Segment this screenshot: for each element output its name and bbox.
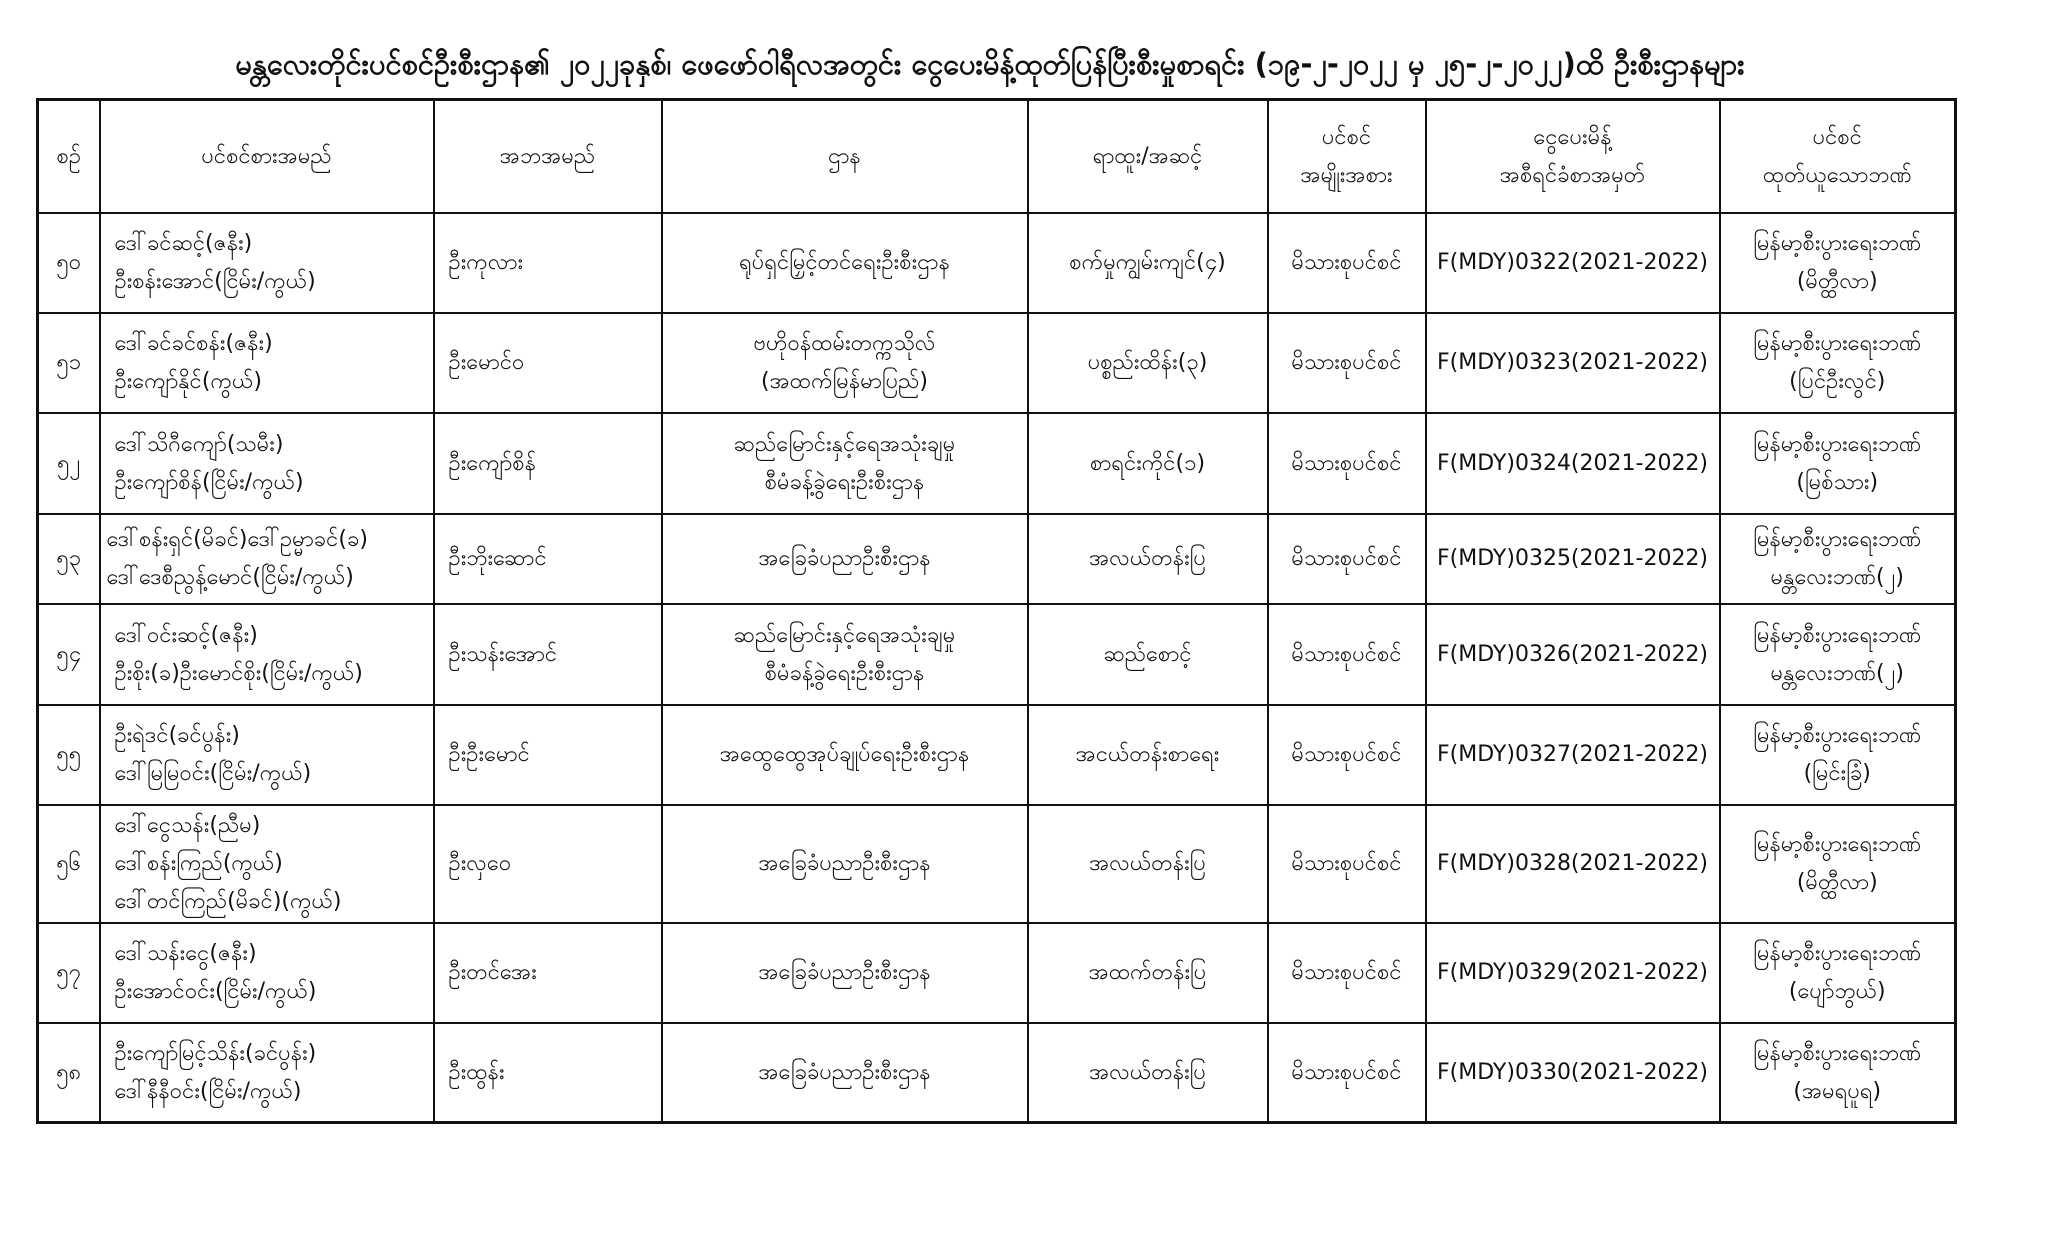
cell-rank: အထက်တန်းပြ — [1028, 923, 1268, 1023]
cell-order: F(MDY)0324(2021-2022) — [1426, 413, 1720, 514]
cell-order: F(MDY)0327(2021-2022) — [1426, 705, 1720, 805]
cell-type: မိသားစုပင်စင် — [1268, 413, 1426, 514]
table-row — [38, 213, 1956, 313]
cell-rank: စာရင်းကိုင်(၁) — [1028, 413, 1268, 514]
cell-no: ၅၅ — [38, 705, 100, 805]
cell-father: ဦးထွန်း — [434, 1023, 662, 1123]
cell-order: F(MDY)0329(2021-2022) — [1426, 923, 1720, 1023]
cell-order: F(MDY)0330(2021-2022) — [1426, 1023, 1720, 1123]
cell-type: မိသားစုပင်စင် — [1268, 805, 1426, 923]
cell-rank: ပစ္စည်းထိန်း(၃) — [1028, 313, 1268, 413]
cell-licensee: ဒေါ်ခင်ဆင့်(ဇနီး) ဦးစန်းအောင်(ငြိမ်း/ကွယ်) — [100, 213, 434, 313]
table-row — [38, 923, 1956, 1023]
cell-father: ဦးတင်အေး — [434, 923, 662, 1023]
cell-type: မိသားစုပင်စင် — [1268, 705, 1426, 805]
cell-type: မိသားစုပင်စင် — [1268, 313, 1426, 413]
table-row — [38, 413, 1956, 514]
cell-department: ဆည်မြောင်းနှင့်ရေအသုံးချမှု စီမံခန့်ခွဲရေးဦးစီးဌာန — [662, 413, 1028, 514]
cell-order: F(MDY)0322(2021-2022) — [1426, 213, 1720, 313]
cell-rank: အလယ်တန်းပြ — [1028, 805, 1268, 923]
cell-no: ၅၆ — [38, 805, 100, 923]
cell-type: မိသားစုပင်စင် — [1268, 923, 1426, 1023]
cell-order: F(MDY)0326(2021-2022) — [1426, 604, 1720, 705]
cell-licensee: ဒေါ်ငွေသန်း(ညီမ) ဒေါ်စန်းကြည်(ကွယ်) ဒေါ်တင်ကြည်(မိခင်)(ကွယ်) — [100, 805, 434, 923]
cell-no: ၅၇ — [38, 923, 100, 1023]
header-order: ငွေပေးမိန့် အစီရင်ခံစာအမှတ် — [1426, 100, 1720, 214]
cell-order: F(MDY)0328(2021-2022) — [1426, 805, 1720, 923]
cell-rank: အလယ်တန်းပြ — [1028, 514, 1268, 604]
cell-bank: မြန်မာ့စီးပွားရေးဘဏ် (မိတ္ထီလာ) — [1720, 805, 1956, 923]
cell-bank: မြန်မာ့စီးပွားရေးဘဏ် မန္တလေးဘဏ်(၂) — [1720, 604, 1956, 705]
cell-father: ဦးဘိုးဆောင် — [434, 514, 662, 604]
cell-rank: အငယ်တန်းစာရေး — [1028, 705, 1268, 805]
cell-department: အခြေခံပညာဦးစီးဌာန — [662, 1023, 1028, 1123]
cell-father: ဦးလှဝေ — [434, 805, 662, 923]
cell-father: ဦးကျော်စိန် — [434, 413, 662, 514]
cell-department: အခြေခံပညာဦးစီးဌာန — [662, 923, 1028, 1023]
header-rank: ရာထူး/အဆင့် — [1028, 100, 1268, 214]
cell-department: ဗဟိုဝန်ထမ်းတက္ကသိုလ် (အထက်မြန်မာပြည်) — [662, 313, 1028, 413]
cell-licensee: ဦးကျော်မြင့်သိန်း(ခင်ပွန်း) ဒေါ်နီနီဝင်း(ငြိမ်း/ကွယ်) — [100, 1023, 434, 1123]
cell-order: F(MDY)0323(2021-2022) — [1426, 313, 1720, 413]
cell-no: ၅၀ — [38, 213, 100, 313]
cell-type: မိသားစုပင်စင် — [1268, 514, 1426, 604]
cell-bank: မြန်မာ့စီးပွားရေးဘဏ် (ပြင်ဦးလွင်) — [1720, 313, 1956, 413]
table-header-row — [38, 100, 1956, 214]
cell-type: မိသားစုပင်စင် — [1268, 604, 1426, 705]
table-row — [38, 705, 1956, 805]
table-row — [38, 1023, 1956, 1123]
cell-no: ၅၄ — [38, 604, 100, 705]
cell-no: ၅၈ — [38, 1023, 100, 1123]
cell-department: အထွေထွေအုပ်ချုပ်ရေးဦးစီးဌာန — [662, 705, 1028, 805]
cell-bank: မြန်မာ့စီးပွားရေးဘဏ် (မြင်းခြံ) — [1720, 705, 1956, 805]
cell-order: F(MDY)0325(2021-2022) — [1426, 514, 1720, 604]
cell-bank: မြန်မာ့စီးပွားရေးဘဏ် (မြစ်သား) — [1720, 413, 1956, 514]
header-bank: ပင်စင် ထုတ်ယူသောဘဏ် — [1720, 100, 1956, 214]
pension-table — [36, 98, 1957, 1124]
cell-no: ၅၃ — [38, 514, 100, 604]
cell-type: မိသားစုပင်စင် — [1268, 213, 1426, 313]
cell-father: ဦးဦးမောင် — [434, 705, 662, 805]
table-row — [38, 604, 1956, 705]
header-father: အဘအမည် — [434, 100, 662, 214]
header-type: ပင်စင် အမျိုးအစား — [1268, 100, 1426, 214]
header-no: စဉ် — [38, 100, 100, 214]
cell-type: မိသားစုပင်စင် — [1268, 1023, 1426, 1123]
cell-bank: မြန်မာ့စီးပွားရေးဘဏ် (အမရပူရ) — [1720, 1023, 1956, 1123]
cell-department: ရုပ်ရှင်မြှင့်တင်ရေးဦးစီးဌာန — [662, 213, 1028, 313]
cell-department: အခြေခံပညာဦးစီးဌာန — [662, 805, 1028, 923]
cell-licensee: ဦးရဲဒင်(ခင်ပွန်း) ဒေါ်မြမြဝင်း(ငြိမ်း/ကွယ်) — [100, 705, 434, 805]
table-row — [38, 313, 1956, 413]
cell-father: ဦးသန်းအောင် — [434, 604, 662, 705]
cell-licensee: ဒေါ်သန်းငွေ(ဇနီး) ဦးအောင်ဝင်း(ငြိမ်း/ကွယ်) — [100, 923, 434, 1023]
cell-licensee: ဒေါ်ခင်ခင်စန်း(ဇနီး) ဦးကျော်နိုင်(ကွယ်) — [100, 313, 434, 413]
cell-department: အခြေခံပညာဦးစီးဌာန — [662, 514, 1028, 604]
page-title: မန္တလေးတိုင်းပင်စင်ဦးစီးဌာန၏ ၂၀၂၂ခုနှစ်၊ ဖေဖော်ဝါရီလအတွင်း ငွေပေးမိန့်ထုတ်ပြန်ပြီးစီးမှုစာရင်း (၁၉-၂-၂၀၂၂ မှ ၂၅-၂-၂၀၂၂)ထိ ဦးစီးဌာနများ — [235, 47, 1745, 81]
cell-licensee: ဒေါ်ဝင်းဆင့်(ဇနီး) ဦးစိုး(ခ)ဦးမောင်စိုး(ငြိမ်း/ကွယ်) — [100, 604, 434, 705]
cell-licensee: ဒေါ်စန်းရှင်(မိခင်)ဒေါ်ဥမ္မာခင်(ခ) ဒေါ်ဒေစီညွန့်မောင်(ငြိမ်း/ကွယ်) — [100, 514, 434, 604]
header-licensee: ပင်စင်စားအမည် — [100, 100, 434, 214]
cell-father: ဦးမောင်ဝ — [434, 313, 662, 413]
cell-no: ၅၁ — [38, 313, 100, 413]
cell-licensee: ဒေါ်သိဂီကျော်(သမီး) ဦးကျော်စိန်(ငြိမ်း/ကွယ်) — [100, 413, 434, 514]
cell-rank: အလယ်တန်းပြ — [1028, 1023, 1268, 1123]
cell-bank: မြန်မာ့စီးပွားရေးဘဏ် မန္တလေးဘဏ်(၂) — [1720, 514, 1956, 604]
cell-rank: စက်မှုကျွမ်းကျင်(၄) — [1028, 213, 1268, 313]
cell-department: ဆည်မြောင်းနှင့်ရေအသုံးချမှု စီမံခန့်ခွဲရေးဦးစီးဌာန — [662, 604, 1028, 705]
cell-no: ၅၂ — [38, 413, 100, 514]
table-row — [38, 514, 1956, 604]
header-department: ဌာန — [662, 100, 1028, 214]
cell-rank: ဆည်စောင့် — [1028, 604, 1268, 705]
cell-bank: မြန်မာ့စီးပွားရေးဘဏ် (မိတ္ထီလာ) — [1720, 213, 1956, 313]
table-row — [38, 805, 1956, 923]
cell-bank: မြန်မာ့စီးပွားရေးဘဏ် (ပျော်ဘွယ်) — [1720, 923, 1956, 1023]
cell-father: ဦးကုလား — [434, 213, 662, 313]
